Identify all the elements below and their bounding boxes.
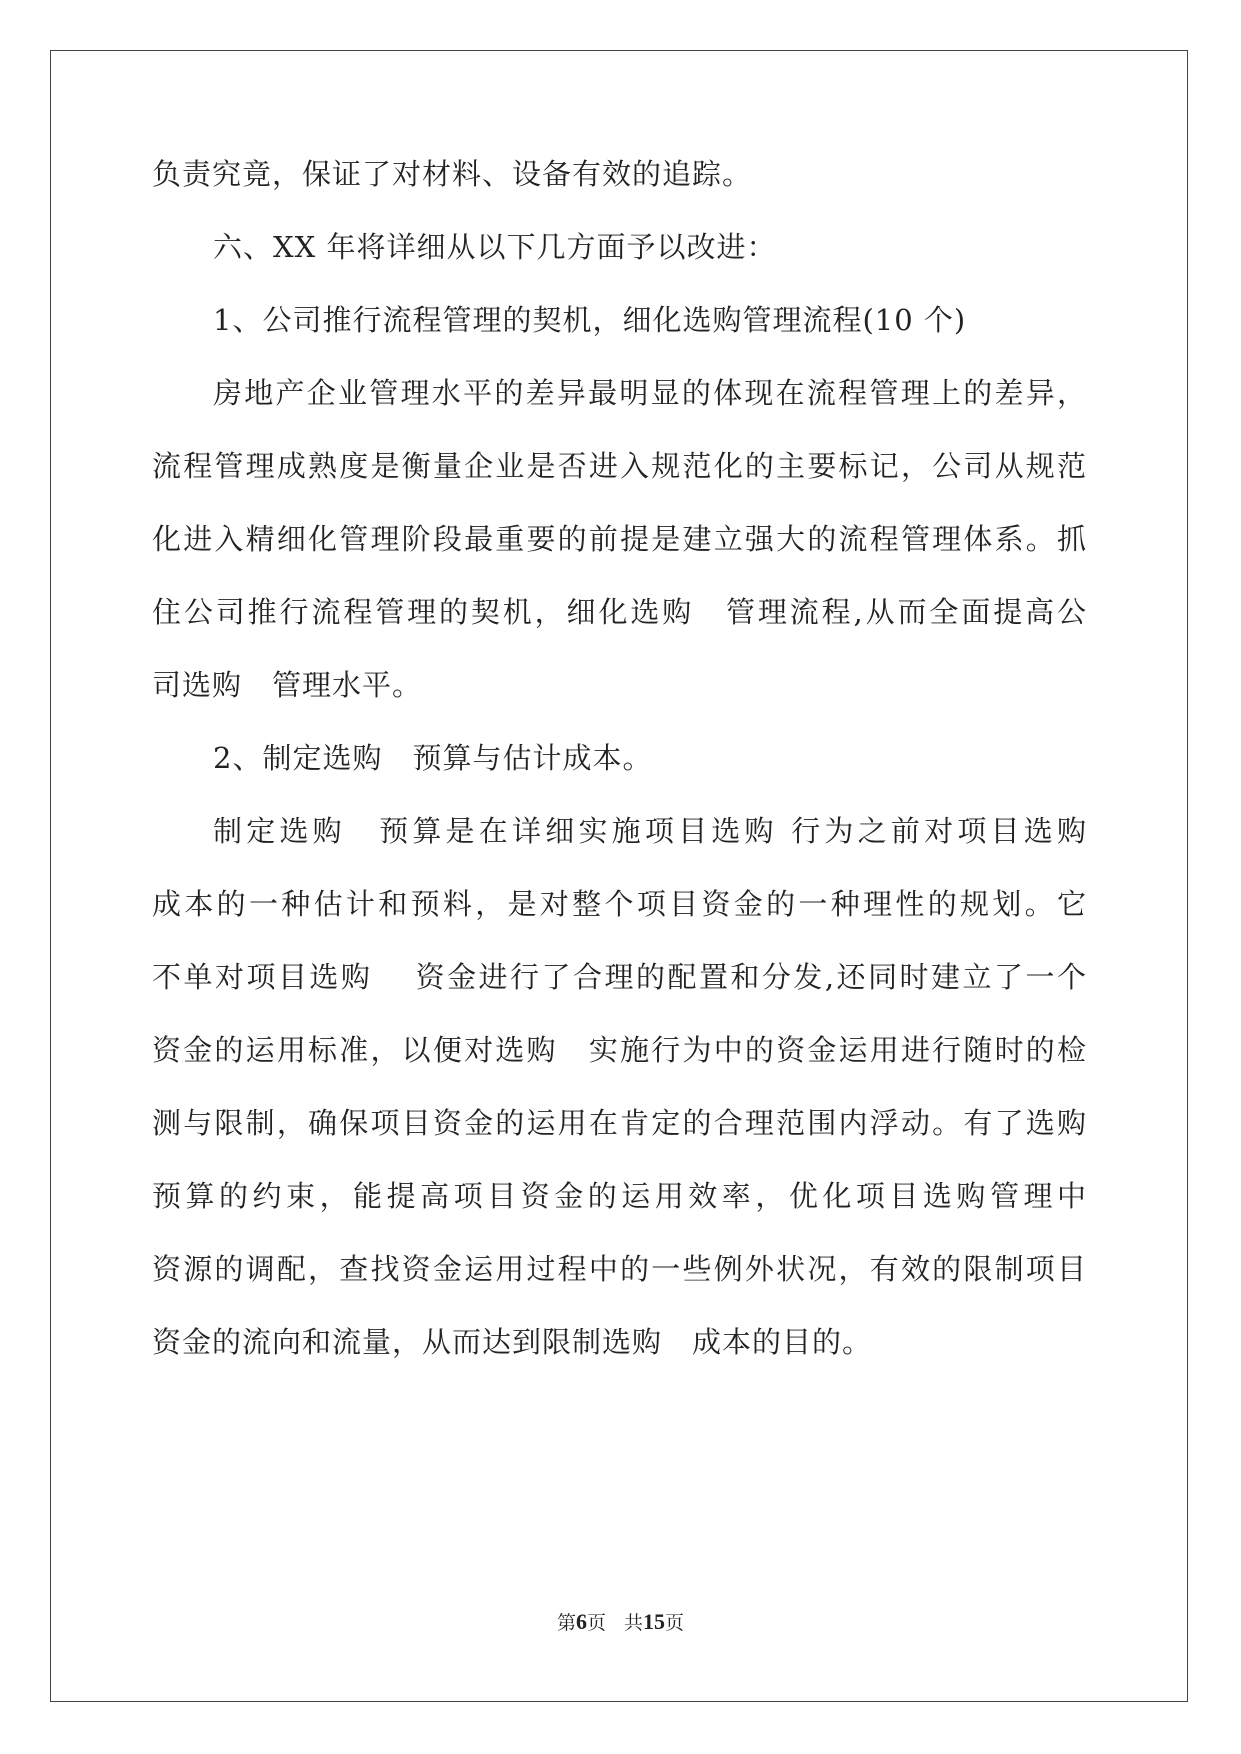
paragraph-line-13: 资金的运用标准，以便对选购 实施行为中的资金运用进行随时的检 bbox=[152, 1033, 1087, 1067]
footer-total-prefix: 共 bbox=[624, 1612, 644, 1634]
paragraph-line-16: 资源的调配，查找资金运用过程中的一些例外状况，有效的限制项目 bbox=[152, 1252, 1087, 1286]
footer-page-suffix: 页 bbox=[586, 1612, 606, 1634]
paragraph-line-1: 负责究竟，保证了对材料、设备有效的追踪。 bbox=[152, 157, 753, 191]
section-heading-6: 六、XX 年将详细从以下几方面予以改进： bbox=[213, 230, 777, 264]
paragraph-line-5: 流程管理成熟度是衡量企业是否进入规范化的主要标记，公司从规范 bbox=[152, 449, 1087, 483]
paragraph-line-14: 测与限制，确保项目资金的运用在肯定的合理范围内浮动。有了选购 bbox=[152, 1106, 1087, 1140]
paragraph-line-8: 司选购 管理水平。 bbox=[152, 668, 423, 702]
footer-total-suffix: 页 bbox=[665, 1612, 685, 1634]
footer-page-prefix: 第 bbox=[556, 1612, 576, 1634]
paragraph-line-12: 不单对项目选购 资金进行了合理的配置和分发,还同时建立了一个 bbox=[152, 960, 1087, 994]
paragraph-line-17: 资金的流向和流量，从而达到限制选购 成本的目的。 bbox=[152, 1325, 873, 1359]
item-heading-1: 1、公司推行流程管理的契机，细化选购管理流程(10 个) bbox=[213, 303, 967, 337]
paragraph-line-6: 化进入精细化管理阶段最重要的前提是建立强大的流程管理体系。抓 bbox=[152, 522, 1087, 556]
footer-page-number: 6 bbox=[575, 1609, 587, 1634]
paragraph-line-4: 房地产企业管理水平的差异最明显的体现在流程管理上的差异， bbox=[213, 376, 1087, 410]
paragraph-line-10: 制定选购 预算是在详细实施项目选购 行为之前对项目选购 bbox=[213, 814, 1087, 848]
item-heading-2: 2、制定选购 预算与估计成本。 bbox=[213, 741, 653, 775]
footer-total-pages: 15 bbox=[643, 1609, 666, 1634]
page-footer bbox=[0, 1610, 1241, 1635]
paragraph-line-15: 预算的约束，能提高项目资金的运用效率，优化项目选购管理中 bbox=[152, 1179, 1087, 1213]
paragraph-line-7: 住公司推行流程管理的契机，细化选购 管理流程,从而全面提高公 bbox=[152, 595, 1087, 629]
paragraph-line-11: 成本的一种估计和预料，是对整个项目资金的一种理性的规划。它 bbox=[152, 887, 1087, 921]
page-frame bbox=[50, 50, 1188, 1702]
